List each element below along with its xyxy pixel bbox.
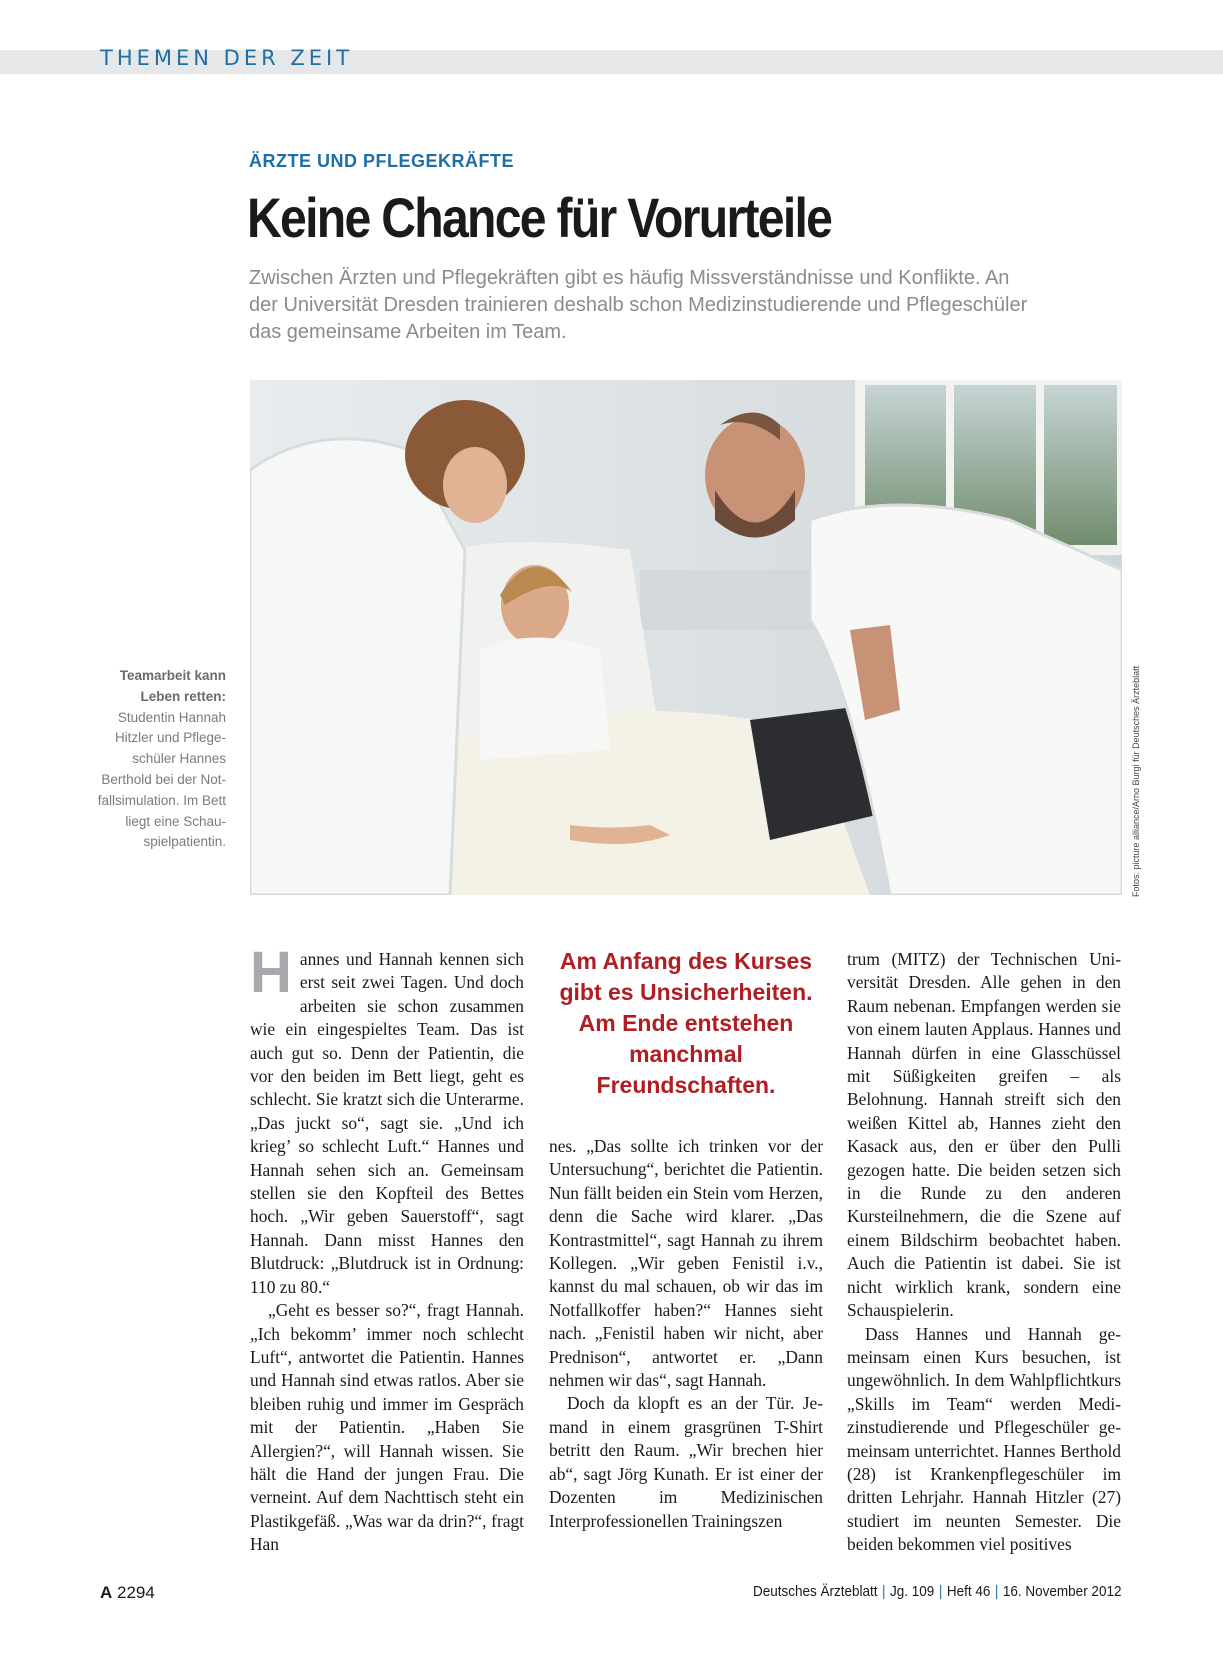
article-lead: Zwischen Ärzten und Pflegekräften gibt es häufig Missverständnisse und Konflikte. An der Universität Dresden trainieren deshalb schon Medizinstudierende und Pflegeschüler das gemeinsame Arbeiten im Team. (249, 267, 1028, 343)
body-paragraph: „Geht es besser so?“, fragt Hannah. „Ich bekomm’ immer noch schlecht Luft“, antwortet die Patientin. Hannes und Hannah sind etwas ratlos. Aber sie bleiben ruhig und immer im Gespräch mit der Patientin. „Haben Sie Allergien?“, will Hannah wissen. Sie hält die Hand der jungen Frau. Die verneint. Auf dem Nachttisch steht ein Plastikgefäß. „Was war da drin?“, fragt Han (250, 1300, 524, 1555)
article-photo (250, 380, 1122, 895)
footer-separator: | (881, 1583, 886, 1600)
section-label: THEMEN DER ZEIT (100, 46, 354, 70)
body-column-3 (847, 948, 1121, 1557)
article-kicker: ÄRZTE UND PFLEGEKRÄFTE (249, 151, 514, 171)
page-folio (100, 1583, 155, 1603)
body-paragraph: nes. „Das sollte ich trinken vor der Untersuchung“, berichtet die Patientin. Nun fällt beiden ein Stein vom Herzen, denn die Sache wird klarer. „Das Kontrastmittel“, sagt Hannah zu ihrem Kollegen. „Wir geben Fenistil i.v., kannst du mal schauen, ob wir das im Notfallkoffer haben?“ Hannes sieht nach. „Fenistil haben wir nicht, aber Prednison“, antwortet er. „Dann nehmen wir das“, sagt Hannah. (549, 1136, 823, 1391)
journal-issue: Heft 46 (946, 1583, 990, 1600)
photo-caption (80, 666, 226, 853)
journal-volume: Jg. 109 (889, 1583, 934, 1600)
body-paragraph: Doch da klopft es an der Tür. Jemand in einem grasgrünen T-Shirt betritt den Raum. „Wir brechen hier ab“, sagt Jörg Kunath. Er ist einer der Dozenten im Medizinischen Interprofessionellen Trainingszen (549, 1393, 823, 1531)
footer-separator: | (994, 1583, 998, 1600)
photo-illustration (250, 380, 1122, 895)
body-column-1 (250, 940, 524, 1557)
caption-text: Studentin Hannah Hitzler und Pflegeschüler Hannes Berthold bei der Notfallsimulation. Im Bett liegt eine Schauspielpatientin. (97, 709, 226, 850)
article-headline: Keine Chance für Vorurteile (247, 186, 832, 249)
body-paragraph: trum (MITZ) der Technischen Universität Dresden. Alle gehen in den Raum nebenan. Empfangen werden sie von einem lauten Applaus. Hannes und Hannah dürfen in eine Glasschüssel mit Süßigkeiten greifen – als Belohnung. Hannah streift sich den weißen Kittel ab, Hannes zieht den Kasack aus, den er über den Pulli gezogen hatte. Die beiden setzen sich in die Runde zu den anderen Kursteilnehmern, die die Szene auf einem Bildschirm beobachtet haben. Auch die Patientin ist dabei. Sie ist nicht wirklich krank, sondern eine Schauspielerin. (847, 949, 1121, 1321)
paragraph-text: annes und Hannah kennen sich erst seit zwei Tagen. Und doch arbeiten sie schon zusammen wie ein eingespieltes Team. Das ist auch gut so. Denn der Patientin, die vor den beiden im Bett liegt, geht es schlecht. Sie kratzt sich die Unterarme. „Das juckt so“, sagt sie. „Und ich krieg’ so schlecht Luft.“ Hannes und Hannah sehen sich an. Gemeinsam stellen sie den Kopfteil des Bettes hoch. „Wir geben Sauerstoff“, sagt Hannah. Dann misst Hannes den Blutdruck: „Blutdruck ist in Ordnung: 110 zu 80.“ (250, 949, 524, 1297)
page-number: 2294 (117, 1583, 155, 1602)
body-column-2 (549, 1135, 823, 1533)
journal-name: Deutsches Ärzteblatt (752, 1583, 878, 1600)
journal-date: 16. November 2012 (1002, 1583, 1121, 1600)
body-paragraph: Dass Hannes und Hannah gemeinsam einen Kurs besuchen, ist ungewöhnlich. In dem Wahlpflichtkurs „Skills im Team“ werden Medizinstudierende und Pflegeschüler gemeinsam unterrichtet. Hannes Berthold (28) ist Krankenpflegeschüler im dritten Lehrjahr. Hannah Hitzler (27) studiert im neunten Semester. Die beiden bekommen viel positives (847, 1323, 1121, 1555)
body-paragraph (250, 940, 524, 1299)
pull-quote: Am Anfang des Kurses gibt es Unsicherheiten. Am Ende entstehen manchmal Freundschaften. (559, 948, 813, 1098)
photo-credit: Fotos: picture alliance/Arno Burgi für Deutsches Ärzteblatt (1131, 665, 1141, 897)
folio-letter: A (100, 1583, 113, 1602)
footer-separator: | (938, 1583, 942, 1600)
dropcap: H (250, 940, 292, 1005)
caption-heading: Teamarbeit kann Leben retten: (119, 668, 226, 704)
journal-footer (752, 1583, 1121, 1600)
